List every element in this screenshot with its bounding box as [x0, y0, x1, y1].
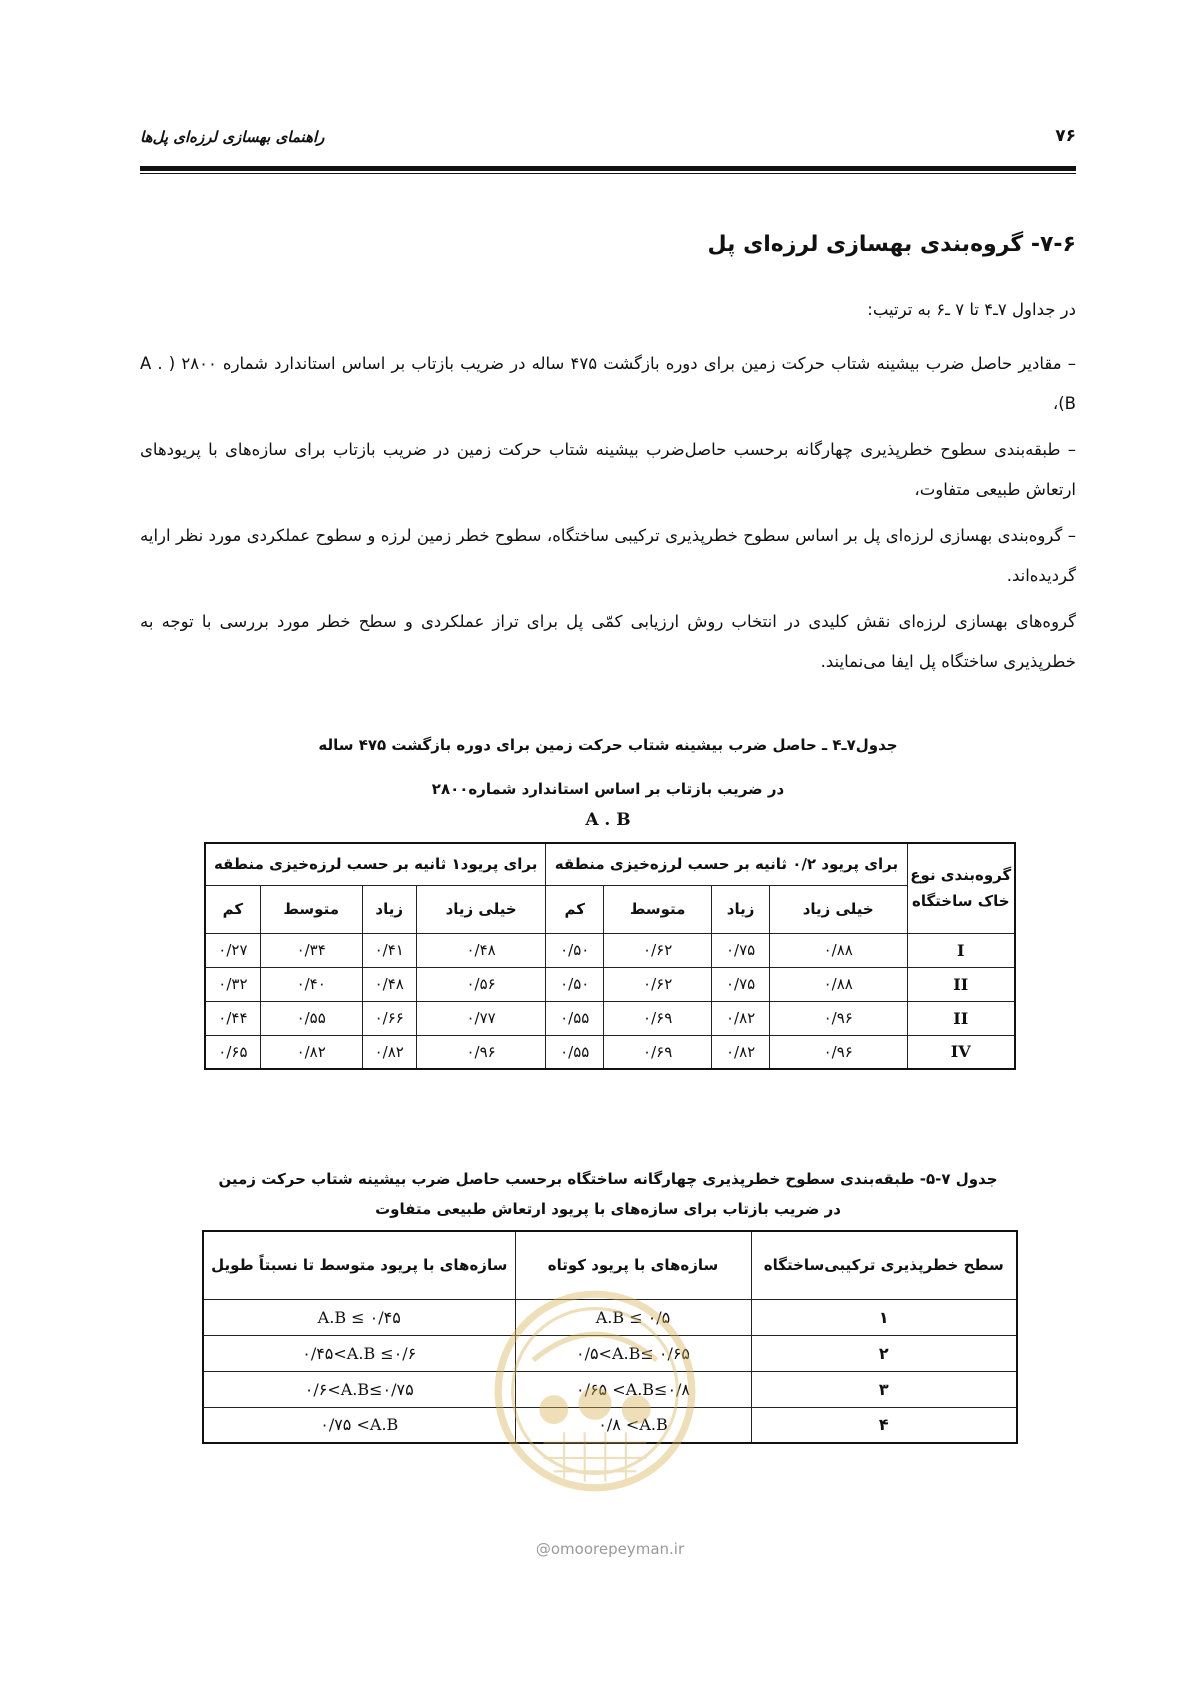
table-cell: ۰/۹۶: [769, 1001, 907, 1035]
table-cell: ۰/۸۲: [260, 1035, 362, 1069]
acceleration-table: [204, 842, 1016, 1070]
page-header: [140, 126, 1076, 156]
column-header: سطح خطرپذیری ترکیبی‌ساختگاه: [751, 1231, 1017, 1299]
table-cell: ۰/۶۵: [205, 1035, 260, 1069]
table-row: [205, 933, 1015, 967]
soil-class-cell: II: [907, 967, 1015, 1001]
table-cell: ۰/۵۶: [416, 967, 545, 1001]
risk-level-cell: ۱: [751, 1299, 1017, 1335]
column-header: کم: [205, 885, 260, 933]
table-cell: ۰/۳۲: [205, 967, 260, 1001]
cell-value: A.B ≤ ۰/۵: [595, 1307, 671, 1327]
intro-paragraph: در جداول ۷ـ۴ تا ۷ ـ۶ به ترتیب:: [867, 300, 1076, 319]
column-header: خیلی زیاد: [416, 885, 545, 933]
risk-level-cell: ۲: [751, 1335, 1017, 1371]
body-paragraph: گروه‌های بهسازی لرزه‌ای نقش کلیدی در انتخاب روش ارزیابی کمّی پل برای تراز عملکردی و سطح خطر مورد بررسی با توجه به خطرپذیری ساختگاه پل ایفا می‌نمایند.: [140, 612, 1076, 671]
header-rule: [140, 166, 1076, 171]
table-cell: ۰/۸۲: [712, 1035, 770, 1069]
column-header: متوسط: [604, 885, 712, 933]
column-header: سازه‌های با پریود کوتاه: [515, 1231, 751, 1299]
cell-value: ۰/۴۵<A.B ≤۰/۶: [302, 1343, 417, 1363]
column-header: زیاد: [362, 885, 416, 933]
table-cell: ۰/۸۲: [712, 1001, 770, 1035]
table-row: [205, 967, 1015, 1001]
header-rule-thin: [140, 173, 1076, 174]
table-cell: [203, 1407, 515, 1443]
table-cell: ۰/۸۲: [362, 1035, 416, 1069]
table-cell: ۰/۶۲: [604, 967, 712, 1001]
table-caption: جدول۷ـ۴ ـ حاصل ضرب بیشینه شتاب حرکت زمین برای دوره بازگشت ۴۷۵ ساله: [318, 736, 898, 754]
table-cell: ۰/۷۵: [712, 933, 770, 967]
table-cell: ۰/۶۹: [604, 1001, 712, 1035]
cell-value: ۰/۶۵ <A.B≤۰/۸: [575, 1379, 691, 1399]
table-row: [205, 1001, 1015, 1035]
table-cell: ۰/۹۶: [416, 1035, 545, 1069]
table-cell: ۰/۳۴: [260, 933, 362, 967]
table-cell: ۰/۴۸: [416, 933, 545, 967]
bullet-item: – گروه‌بندی بهسازی لرزه‌ای پل بر اساس سطوح خطرپذیری ترکیبی ساختگاه، سطوح خطر زمین لرزه و سطوح عملکردی مورد نظر ارایه گردیده‌اند.: [140, 526, 1076, 585]
table-cell: ۰/۴۸: [362, 967, 416, 1001]
table-row: [205, 1035, 1015, 1069]
soil-class-cell: IV: [907, 1035, 1015, 1069]
table-cell: ۰/۷۵: [712, 967, 770, 1001]
table-cell: ۰/۵۰: [546, 967, 604, 1001]
soil-group-header: گروه‌بندی نوع خاک ساختگاه: [907, 843, 1015, 933]
soil-class-cell: II: [907, 1001, 1015, 1035]
risk-level-cell: ۳: [751, 1371, 1017, 1407]
cell-value: ۰/۷۵ <A.B: [320, 1415, 399, 1435]
table-cell: ۰/۵۵: [546, 1001, 604, 1035]
table-cell: ۰/۵۵: [260, 1001, 362, 1035]
watermark-seal-icon: [492, 1288, 698, 1494]
watermark-url: @omoorepeyman.ir: [535, 1540, 685, 1558]
section-title: ۷-۶- گروه‌بندی بهسازی لرزه‌ای پل: [707, 232, 1076, 257]
cell-value: ۰/۶<A.B≤۰/۷۵: [304, 1379, 414, 1399]
column-header: خیلی زیاد: [769, 885, 907, 933]
cell-value: A.B ≤ ۰/۴۵: [317, 1307, 401, 1327]
table-cell: ۰/۴۴: [205, 1001, 260, 1035]
column-header: کم: [546, 885, 604, 933]
table-caption: جدول ۷-۵- طبقه‌بندی سطوح خطرپذیری چهارگانه ساختگاه برحسب حاصل ضرب بیشینه شتاب حرکت زمین: [218, 1170, 998, 1188]
table-cell: ۰/۷۷: [416, 1001, 545, 1035]
period-02-header: برای پریود ۰/۲ ثانیه بر حسب لرزه‌خیزی منطقه: [546, 843, 907, 885]
table-cell: ۰/۶۹: [604, 1035, 712, 1069]
running-title: راهنمای بهسازی لرزه‌ای پل‌ها: [140, 128, 325, 146]
column-header: زیاد: [712, 885, 770, 933]
table-cell: ۰/۸۸: [769, 933, 907, 967]
page-number: ۷۶: [1055, 126, 1076, 146]
table-cell: [203, 1371, 515, 1407]
table-caption-line2: در ضریب بازتاب بر اساس استاندارد شماره۲۸۰۰: [431, 780, 785, 798]
column-header: سازه‌های با پریود متوسط تا نسبتاً طویل: [203, 1231, 515, 1299]
table-cell: ۰/۵۰: [546, 933, 604, 967]
table-caption-line3: A . B: [585, 810, 631, 830]
cell-value: ۰/۵<A.B≤ ۰/۶۵: [575, 1343, 691, 1363]
table-cell: [203, 1299, 515, 1335]
soil-class-cell: I: [907, 933, 1015, 967]
bullet-item: – مقادیر حاصل ضرب بیشینه شتاب حرکت زمین برای دوره بازگشت ۴۷۵ ساله در ضریب بازتاب بر اساس استاندارد شماره ۲۸۰۰ ( A . B)،: [140, 354, 1076, 413]
table-cell: ۰/۸۸: [769, 967, 907, 1001]
table-cell: ۰/۲۷: [205, 933, 260, 967]
table-cell: ۰/۶۶: [362, 1001, 416, 1035]
table-cell: ۰/۵۵: [546, 1035, 604, 1069]
table-cell: ۰/۴۱: [362, 933, 416, 967]
table-cell: ۰/۹۶: [769, 1035, 907, 1069]
risk-level-cell: ۴: [751, 1407, 1017, 1443]
table-caption-line2: در ضریب بازتاب برای سازه‌های با پریود ارتعاش طبیعی متفاوت: [375, 1200, 841, 1218]
column-header: متوسط: [260, 885, 362, 933]
cell-value: ۰/۸ <A.B: [598, 1415, 668, 1435]
table-cell: [203, 1335, 515, 1371]
bullet-item: – طبقه‌بندی سطوح خطرپذیری چهارگانه برحسب حاصل‌ضرب بیشینه شتاب حرکت زمین در ضریب بازتاب برای سازه‌های با پریودهای ارتعاش طبیعی متفاوت،: [140, 440, 1076, 499]
table-cell: ۰/۴۰: [260, 967, 362, 1001]
period-1-header: برای پریود۱ ثانیه بر حسب لرزه‌خیزی منطقه: [205, 843, 546, 885]
table-cell: ۰/۶۲: [604, 933, 712, 967]
